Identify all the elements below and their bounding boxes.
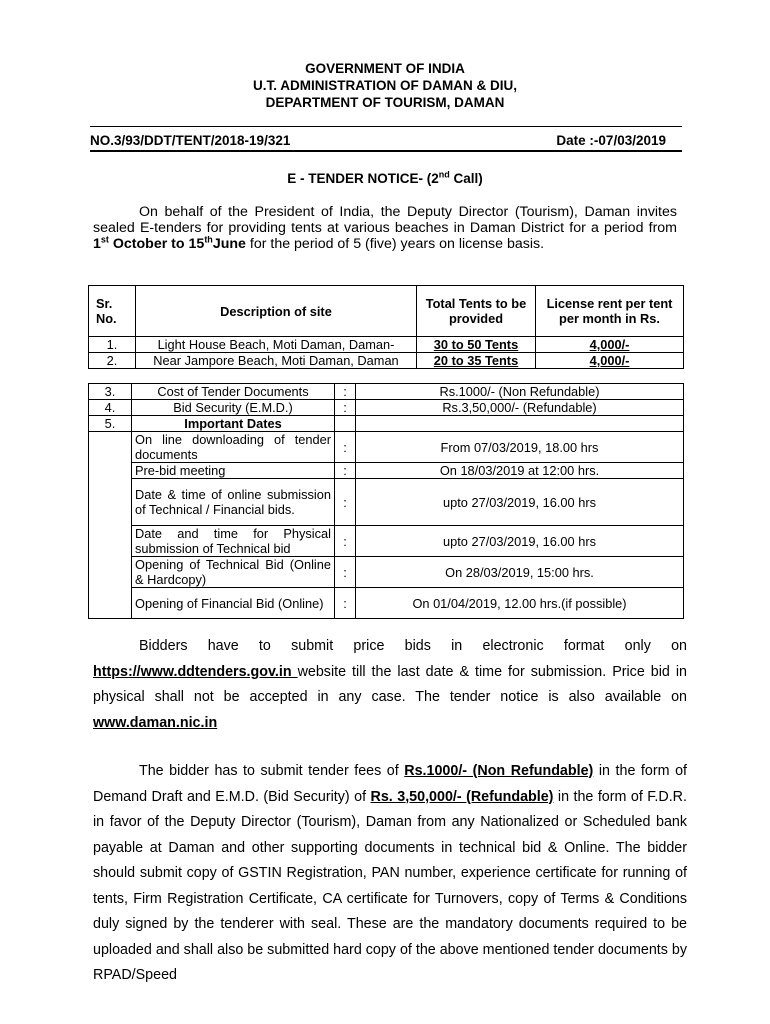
tender-fee-amount: Rs.1000/- (Non Refundable) [404,763,594,779]
table-row: 1. Light House Beach, Moti Daman, Daman- 30 to 50 Tents 4,000/- [89,337,684,353]
intro-paragraph: On behalf of the President of India, the Deputy Director (Tourism), Daman invites sealed E-tenders for providing tents at various beaches in Daman District for a period from 1st October to 15thJune for the period of 5 (five) years on license basis. [93,204,677,252]
details-table [88,383,684,619]
header-line-2: U.T. ADMINISTRATION OF DAMAN & DIU, [253,78,517,93]
reference-row [90,133,682,148]
table-row: Pre-bid meeting : On 18/03/2019 at 12:00 hrs. [89,463,684,479]
sites-header-row [89,286,684,337]
header-rent: License rent per tent per month in Rs. [536,286,684,337]
header-line-1: GOVERNMENT OF INDIA [305,61,465,76]
sites-table [88,285,684,369]
emd-amount: Rs. 3,50,000/- (Refundable) [370,788,554,805]
table-row: Opening of Financial Bid (Online) : On 01/04/2019, 12.00 hrs.(if possible) [89,588,684,619]
table-row: Opening of Technical Bid (Online & Hardcopy) : On 28/03/2019, 15:00 hrs. [89,557,684,588]
table-row: 5. Important Dates [89,416,684,432]
table-row: Date & time of online submission of Technical / Financial bids. : upto 27/03/2019, 16.00 hrs [89,479,684,526]
table-row: On line downloading of tender documents : From 07/03/2019, 18.00 hrs [89,432,684,463]
notice-title: E - TENDER NOTICE- (2nd Call) [287,169,483,186]
header-sr: Sr. No. [89,286,136,337]
header-site: Description of site [136,286,417,337]
ddtenders-link[interactable]: https://www.ddtenders.gov.in [93,663,298,680]
table-row: 2. Near Jampore Beach, Moti Daman, Daman 20 to 35 Tents 4,000/- [89,353,684,369]
notice-date: Date :-07/03/2019 [556,133,666,148]
header-tents: Total Tents to be provided [417,286,536,337]
table-row: 4. Bid Security (E.M.D.) : Rs.3,50,000/- (Refundable) [89,400,684,416]
top-rule [90,126,682,127]
table-row: Date and time for Physical submission of Technical bid : upto 27/03/2019, 16.00 hrs [89,526,684,557]
reference-number: NO.3/93/DDT/TENT/2018-19/321 [90,133,291,148]
fees-paragraph: The bidder has to submit tender fees of Rs.1000/- (Non Refundable) in the form of Demand Draft and E.M.D. (Bid Security) of Rs. 3,50,000/- (Refundable) in the form of F.D.R. in favor of the Deputy Director (Tourism), Daman from any Nationalized or Scheduled bank payable at Daman and other supporting documents in technical bid & Online. The bidder should submit copy of GSTIN Registration, PAN number, experience certificate for running of tents, Firm Registration Certificate, CA certificate for Turnovers, copy of Terms & Conditions duly signed by the tenderer with seal. These are the mandatory documents required to be uploaded and shall also be submitted hard copy of the above mentioned tender documents by RPAD/Speed [93,763,687,983]
daman-nic-link[interactable]: www.daman.nic.in [93,714,218,731]
bottom-rule [90,150,682,152]
table-row: 3. Cost of Tender Documents : Rs.1000/- (Non Refundable) [89,384,684,400]
bidders-paragraph: Bidders have to submit price bids in electronic format only on https://www.ddtenders.gov.in website till the last date & time for submission. Price bid in physical shall not be accepted in any case. The tender notice is also available on www.daman.nic.in [93,638,687,731]
header-line-3: DEPARTMENT OF TOURISM, DAMAN [265,95,505,110]
